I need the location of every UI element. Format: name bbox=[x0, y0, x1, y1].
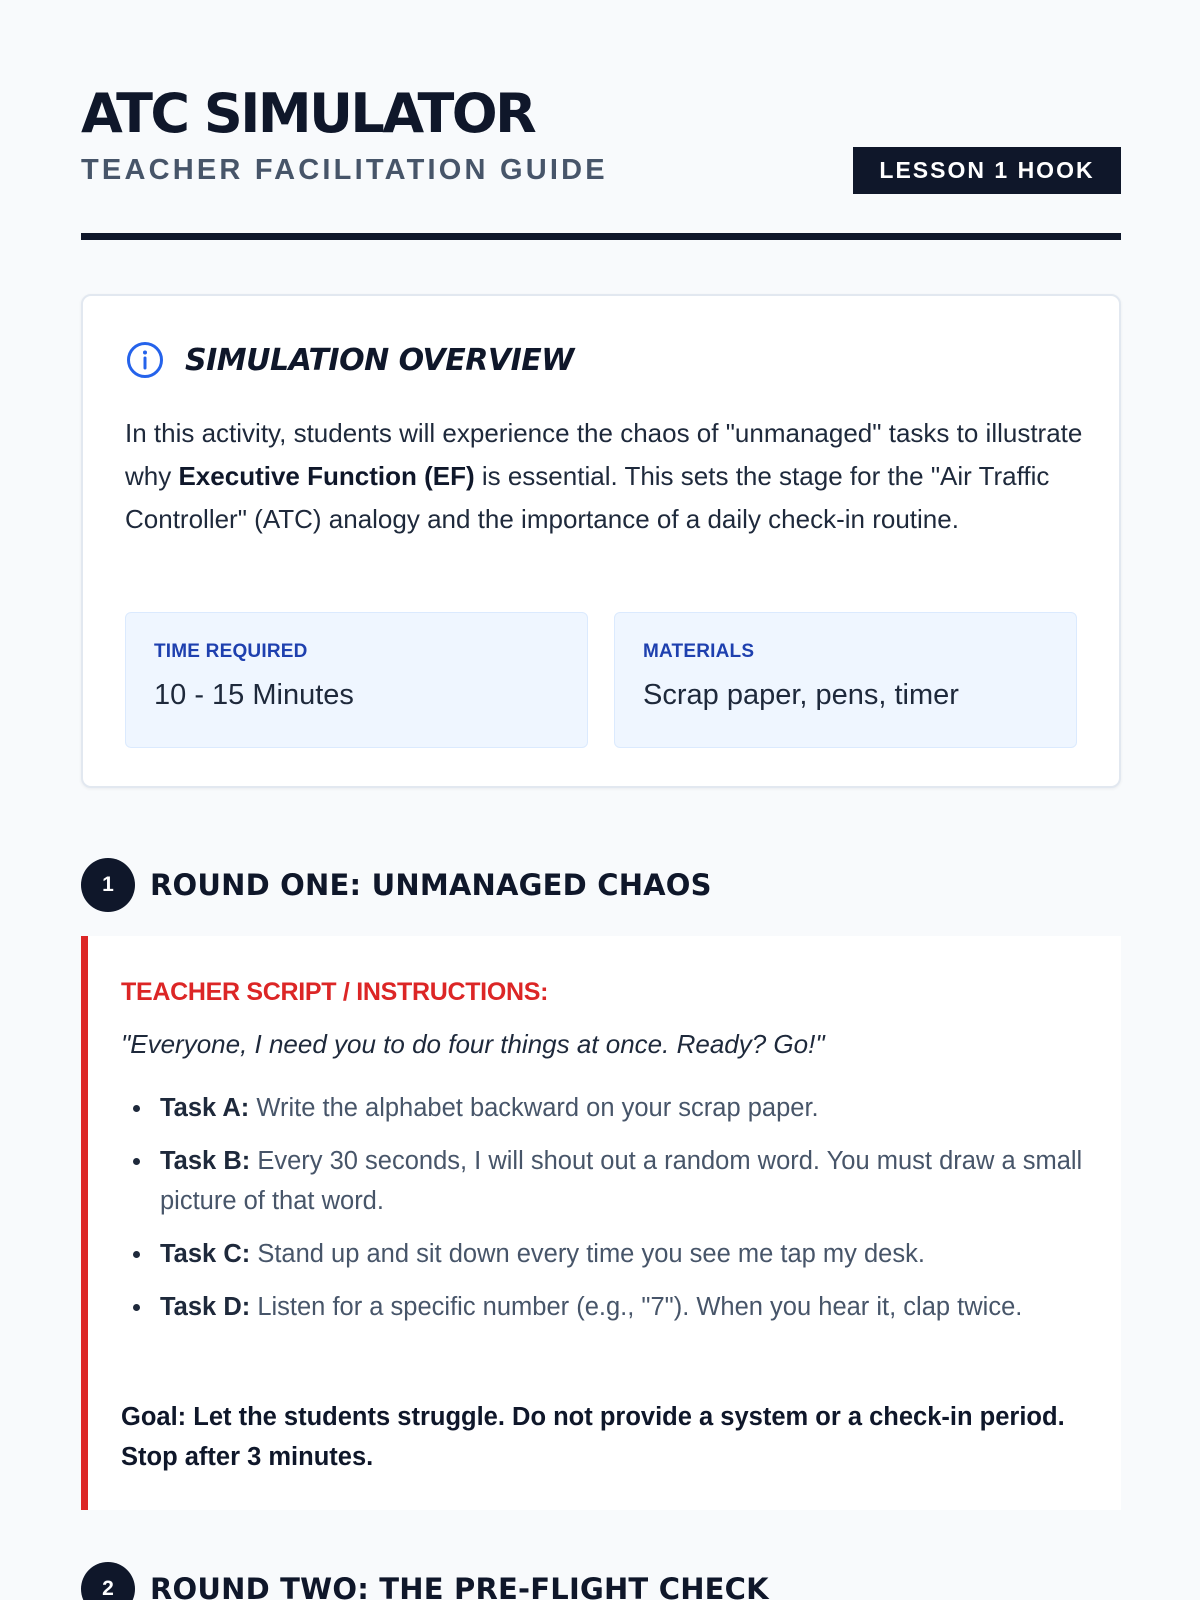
script-quote: "Everyone, I need you to do four things at once. Ready? Go!" bbox=[121, 1029, 825, 1059]
task-list bbox=[121, 1088, 1091, 1340]
overview-heading bbox=[125, 340, 574, 380]
page-title: ATC SIMULATOR bbox=[81, 82, 535, 145]
materials-label: MATERIALS bbox=[643, 641, 755, 662]
overview-title: SIMULATION OVERVIEW bbox=[185, 342, 574, 378]
task-text: Stand up and sit down every time you see me tap my desk. bbox=[250, 1240, 925, 1268]
round-one-number: 1 bbox=[81, 858, 135, 912]
overview-text-end: is essential. This sets the stage for the "Air Traffic Controller" (ATC) analogy and the importance of a daily check-in routine. bbox=[125, 461, 1050, 534]
task-label: Task D: bbox=[160, 1293, 251, 1321]
time-required-value: 10 - 15 Minutes bbox=[154, 679, 354, 711]
page-header bbox=[81, 0, 1121, 242]
task-text: Listen for a specific number (e.g., "7"). When you hear it, clap twice. bbox=[250, 1293, 1023, 1321]
overview-description bbox=[125, 412, 1085, 541]
round-one-title: ROUND ONE: UNMANAGED CHAOS bbox=[150, 868, 712, 902]
task-label: Task A: bbox=[160, 1094, 250, 1122]
header-divider bbox=[81, 233, 1121, 240]
task-label: Task C: bbox=[160, 1240, 251, 1268]
overview-text-emphasis: Executive Function (EF) bbox=[178, 461, 475, 491]
page-subtitle: TEACHER FACILITATION GUIDE bbox=[81, 154, 608, 186]
list-item bbox=[121, 1141, 1091, 1221]
round-two-heading bbox=[81, 1562, 769, 1600]
teacher-script-panel bbox=[81, 936, 1121, 1510]
guide-page bbox=[81, 0, 1121, 1600]
overview-text-start: In this activity, students will experience the chaos of "unmanaged" tasks to illustrate why bbox=[125, 418, 1083, 491]
round-two-title: ROUND TWO: THE PRE-FLIGHT CHECK bbox=[150, 1572, 769, 1600]
script-label: TEACHER SCRIPT / INSTRUCTIONS: bbox=[121, 978, 549, 1006]
list-item bbox=[121, 1287, 1091, 1327]
simulation-overview-card bbox=[81, 294, 1121, 788]
task-label: Task B: bbox=[160, 1147, 251, 1175]
time-required-label: TIME REQUIRED bbox=[154, 641, 308, 662]
list-item bbox=[121, 1088, 1091, 1128]
time-required-box bbox=[125, 612, 588, 748]
list-item bbox=[121, 1234, 1091, 1274]
round-two-number: 2 bbox=[81, 1562, 135, 1600]
materials-box bbox=[614, 612, 1077, 748]
task-text: Write the alphabet backward on your scrap paper. bbox=[249, 1094, 819, 1122]
round-goal: Goal: Let the students struggle. Do not provide a system or a check-in period. Stop after 3 minutes. bbox=[121, 1403, 1065, 1471]
round-one-heading bbox=[81, 858, 712, 912]
materials-value: Scrap paper, pens, timer bbox=[643, 679, 959, 711]
lesson-badge: LESSON 1 HOOK bbox=[853, 147, 1121, 194]
info-icon bbox=[125, 340, 165, 380]
task-text: Every 30 seconds, I will shout out a random word. You must draw a small picture of that word. bbox=[160, 1147, 1083, 1215]
